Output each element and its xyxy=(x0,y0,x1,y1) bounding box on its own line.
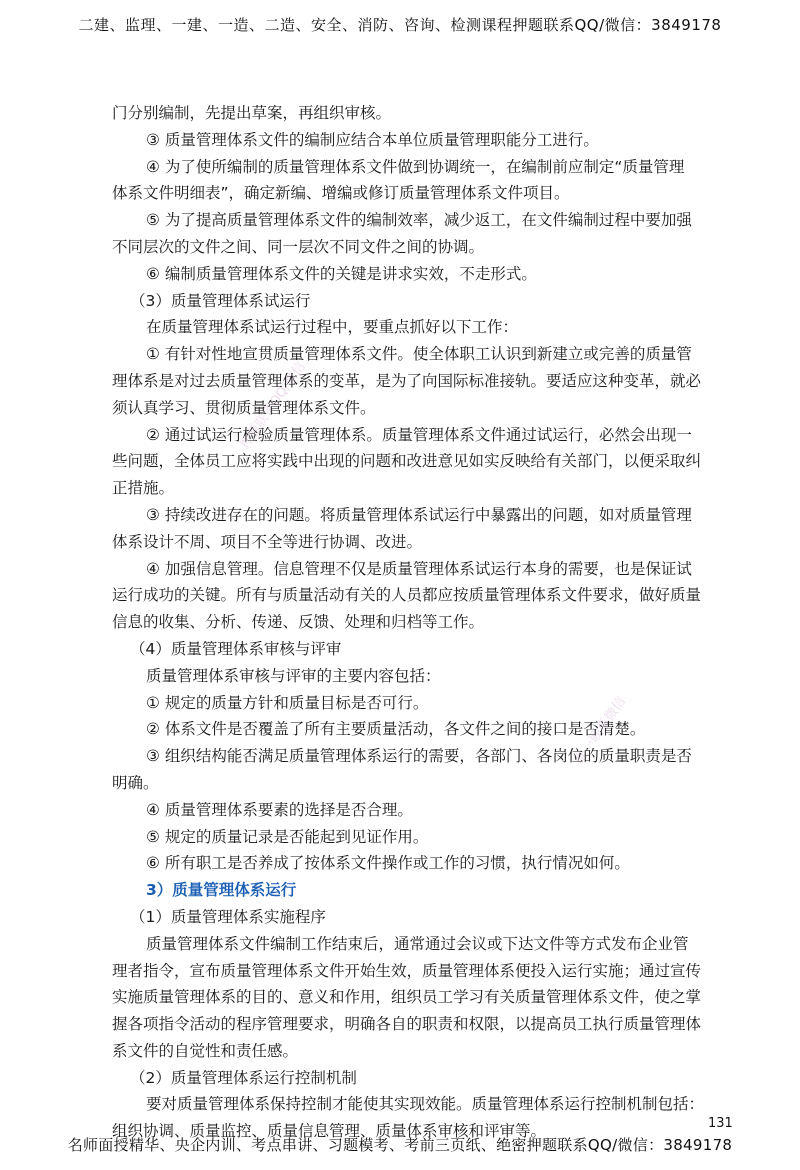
text-line: 质量管理体系审核与评审的主要内容包括： xyxy=(146,666,441,685)
text-line: ② 体系文件是否覆盖了所有主要质量活动，各文件之间的接口是否清楚。 xyxy=(146,720,646,739)
text-line: 不同层次的文件之间、同一层次不同文件之间的协调。 xyxy=(112,237,485,256)
text-line: ⑤ 为了提高质量管理体系文件的编制效率，减少返工，在文件编制过程中要加强 xyxy=(146,211,692,230)
page-number: 131 xyxy=(708,1116,733,1131)
watermark: 唯一联系微信 xyxy=(572,694,630,767)
text-line: ① 规定的质量方针和质量目标是否可行。 xyxy=(146,693,429,712)
text-line: 些问题，全体员工应将实践中出现的问题和改进意见如实反映给有关部门，以便采取纠 xyxy=(112,452,702,471)
text-line: 握各项指令活动的程序管理要求，明确各自的职责和权限，以提高员工执行质量管理体 xyxy=(112,1015,702,1034)
page-footer: 名师面授精华、央企内训、考点串讲、习题模考、考前三页纸、绝密押题联系QQ/微信：3849178 xyxy=(67,1136,733,1154)
text-line: 系文件的自觉性和责任感。 xyxy=(112,1041,299,1060)
text-line: 明确。 xyxy=(112,773,159,792)
text-line: 实施质量管理体系的目的、意义和作用，组织员工学习有关质量管理体系文件，使之掌 xyxy=(112,988,702,1007)
text-line: ③ 组织结构能否满足质量管理体系运行的需要，各部门、各岗位的质量职责是否 xyxy=(146,747,692,766)
text-line: ④ 质量管理体系要素的选择是否合理。 xyxy=(146,800,413,819)
subsection-heading: （1）质量管理体系实施程序 xyxy=(130,907,326,926)
subsection-heading: （4）质量管理体系审核与评审 xyxy=(130,639,342,658)
text-line: 信息的收集、分析、传递、反馈、处理和归档等工作。 xyxy=(112,613,485,632)
text-line: 要对质量管理体系保持控制才能使其实现效能。质量管理体系运行控制机制包括： xyxy=(146,1095,705,1114)
text-line: ② 通过试运行检验质量管理体系。质量管理体系文件通过试运行，必然会出现一 xyxy=(146,425,692,444)
text-line: ④ 为了使所编制的质量管理体系文件做到协调统一，在编制前应制定“质量管理 xyxy=(146,157,685,176)
text-line: 组织协调、质量监控、质量信息管理、质量体系审核和评审等。 xyxy=(112,1122,547,1141)
section-heading: 3）质量管理体系运行 xyxy=(146,881,297,900)
text-line: ⑥ 编制质量管理体系文件的关键是讲求实效，不走形式。 xyxy=(146,264,537,283)
text-line: 正措施。 xyxy=(112,479,175,498)
text-line: ④ 加强信息管理。信息管理不仅是质量管理体系试运行本身的需要，也是保证试 xyxy=(146,559,692,578)
text-line: 须认真学习、贯彻质量管理体系文件。 xyxy=(112,398,376,417)
text-line: 质量管理体系文件编制工作结束后，通常通过会议或下达文件等方式发布企业管 xyxy=(146,934,689,953)
page-header: 二建、监理、一建、一造、二造、安全、消防、咨询、检测课程押题联系QQ/微信：3849178 xyxy=(78,16,722,34)
text-line: ⑥ 所有职工是否养成了按体系文件操作或工作的习惯，执行情况如何。 xyxy=(146,854,630,873)
text-line: 理者指令，宣布质量管理体系文件开始生效，质量管理体系便投入运行实施；通过宣传 xyxy=(112,961,702,980)
text-line: 运行成功的关键。所有与质量活动有关的人员都应按质量管理体系文件要求，做好质量 xyxy=(112,586,702,605)
text-line: 体系文件明细表”，确定新编、增编或修订质量管理体系文件项目。 xyxy=(112,184,570,203)
text-line: 门分别编制，先提出草案，再组织审核。 xyxy=(112,104,392,122)
text-line: 体系设计不周、项目不全等进行协调、改进。 xyxy=(112,532,423,551)
text-line: ③ 质量管理体系文件的编制应结合本单位质量管理职能分工进行。 xyxy=(146,130,599,149)
text-line: 在质量管理体系试运行过程中，要重点抓好以下工作： xyxy=(146,318,519,337)
text-line: ③ 持续改进存在的问题。将质量管理体系试运行中暴露出的问题，如对质量管理 xyxy=(146,505,692,524)
text-line: ⑤ 规定的质量记录是否能起到见证作用。 xyxy=(146,827,429,846)
text-line: ① 有针对性地宣贯质量管理体系文件。使全体职工认识到新建立或完善的质量管 xyxy=(146,345,692,364)
subsection-heading: （3）质量管理体系试运行 xyxy=(130,291,311,310)
text-line: 理体系是对过去质量管理体系的变革，是为了向国际标准接轨。要适应这种变革，就必 xyxy=(112,371,702,390)
document-body xyxy=(112,100,748,1145)
watermark: 押题联系QQ/微信 xyxy=(237,359,309,453)
subsection-heading: （2）质量管理体系运行控制机制 xyxy=(130,1068,357,1087)
